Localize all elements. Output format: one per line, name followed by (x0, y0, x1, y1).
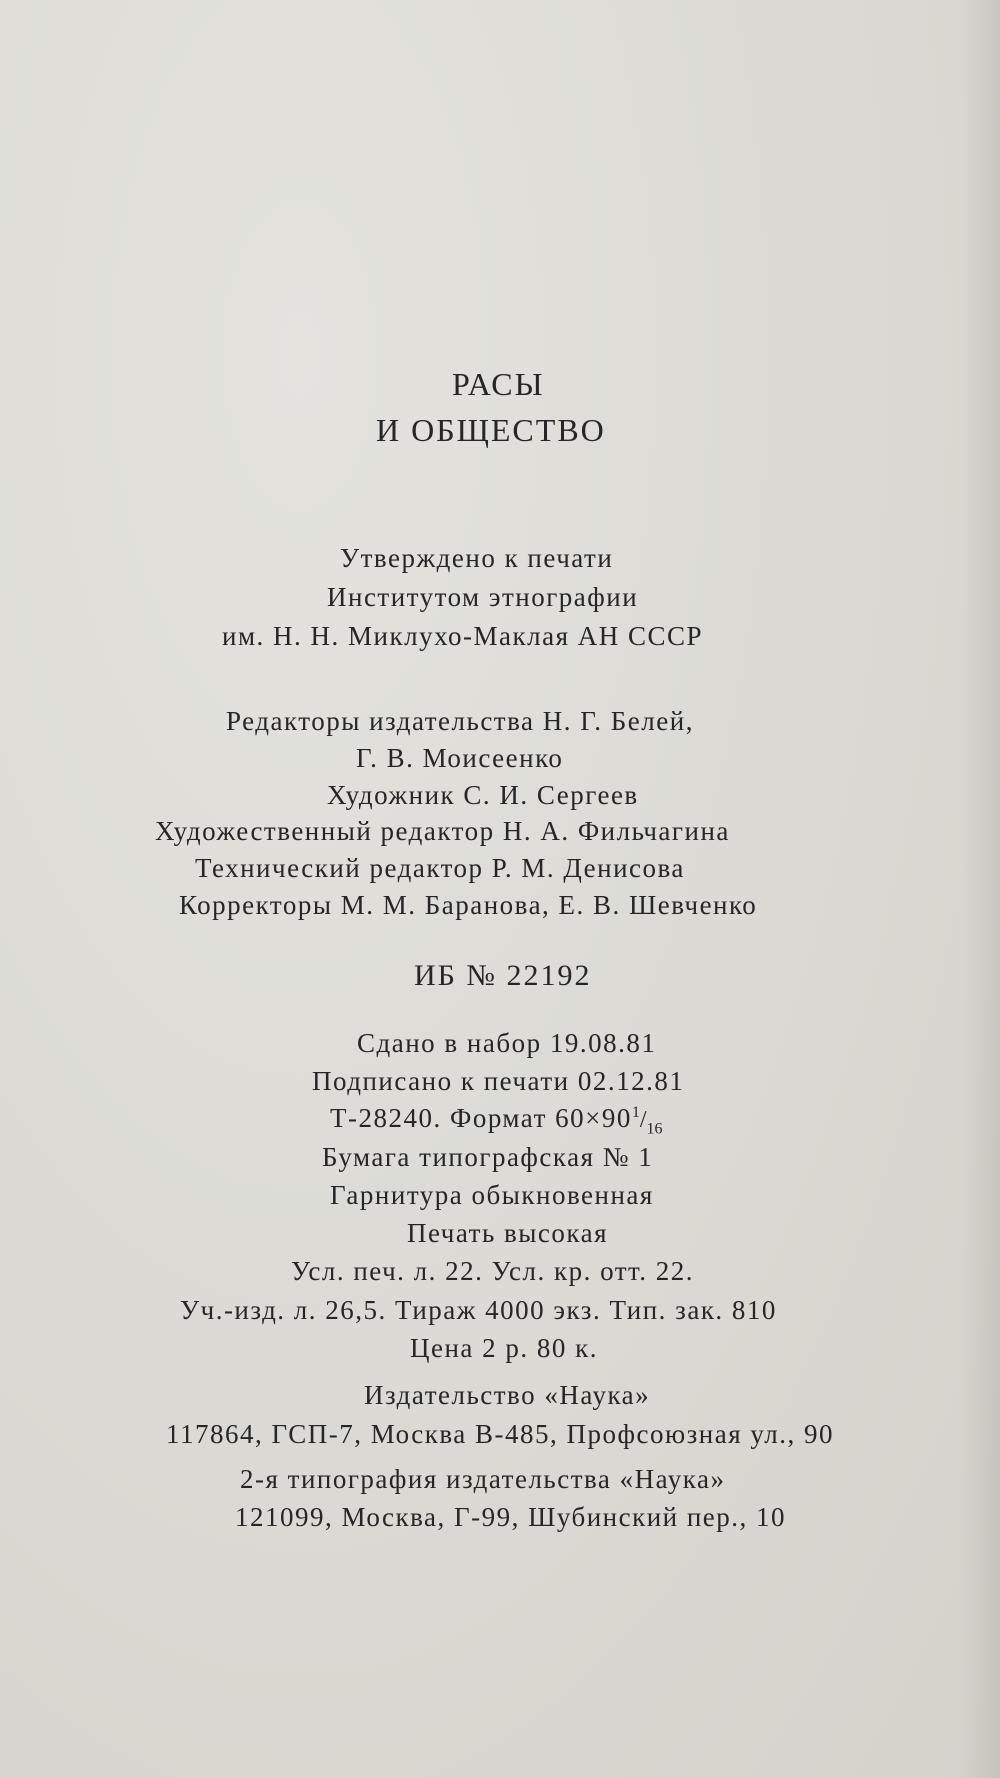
ib-number: ИБ № 22192 (414, 959, 592, 992)
printer-name: 2-я типография издательства «Наука» (240, 1464, 726, 1494)
fraction-slash: / (639, 1107, 647, 1133)
typeset-date-line: Сдано в набор 19.08.81 (357, 1028, 657, 1058)
format-numerator: 1 (631, 1104, 640, 1121)
approval-line-1: Утверждено к печати (340, 543, 614, 573)
title-line-2: И ОБЩЕСТВО (376, 412, 606, 448)
printer-address: 121099, Москва, Г-99, Шубинский пер., 10 (235, 1502, 787, 1532)
proofreaders-line: Корректоры М. М. Баранова, Е. В. Шевченко (179, 890, 758, 920)
publisher-address: 117864, ГСП-7, Москва В-485, Профсоюзная ул., 90 (166, 1419, 834, 1449)
artist-line: Художник С. И. Сергеев (327, 780, 639, 810)
tech-editor-line: Технический редактор Р. М. Денисова (195, 853, 685, 883)
page-edge-shadow (960, 0, 1000, 1778)
format-denominator: 16 (646, 1120, 663, 1138)
run-line: Уч.-изд. л. 26,5. Тираж 4000 экз. Тип. зак. 810 (180, 1295, 777, 1325)
approval-line-3: им. Н. Н. Миклухо-Маклая АН СССР (222, 621, 704, 651)
format-text: Т-28240. Формат 60×90 (330, 1103, 632, 1133)
approval-line-2: Институтом этнографии (327, 582, 639, 612)
editors-line-2: Г. В. Моисеенко (356, 743, 564, 773)
title-line-1: РАСЫ (452, 366, 545, 402)
signed-date-line: Подписано к печати 02.12.81 (312, 1066, 685, 1096)
print-line: Печать высокая (407, 1218, 609, 1248)
price-line: Цена 2 р. 80 к. (410, 1333, 599, 1363)
publisher-name: Издательство «Наука» (364, 1380, 651, 1410)
typeface-line: Гарнитура обыкновенная (330, 1180, 654, 1210)
art-editor-line: Художественный редактор Н. А. Фильчагина (155, 816, 730, 846)
paper-line: Бумага типографская № 1 (322, 1142, 654, 1172)
editors-line-1: Редакторы издательства Н. Г. Белей, (226, 706, 694, 736)
format-line (330, 1105, 663, 1137)
sheets-line: Усл. печ. л. 22. Усл. кр. отт. 22. (291, 1256, 695, 1286)
